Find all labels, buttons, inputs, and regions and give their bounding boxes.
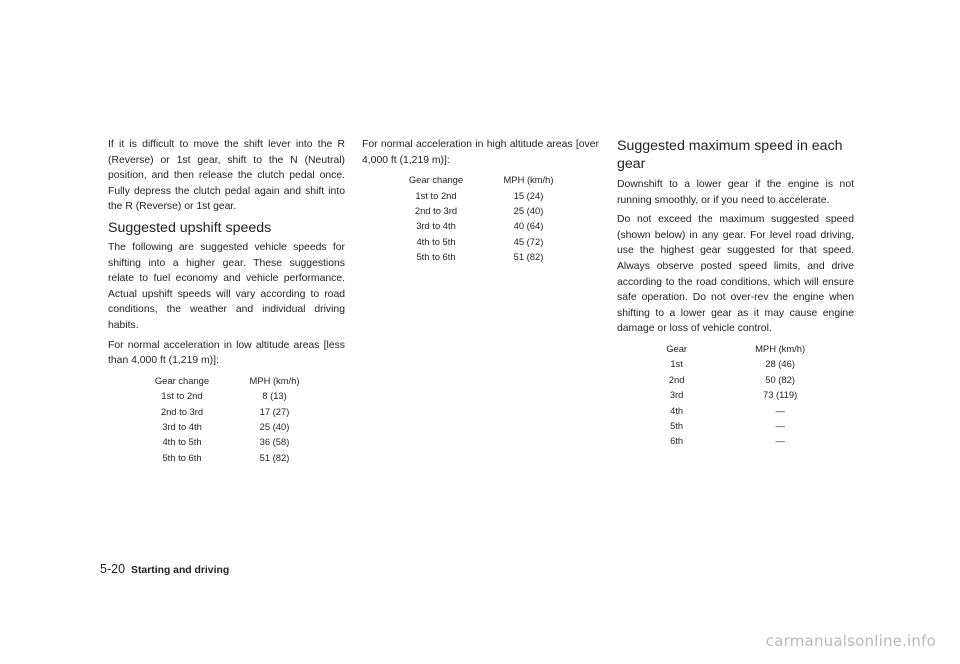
max-speed-paragraph: Do not exceed the maximum suggested speed (shown below) in any gear. For level road driving, use the highest gear suggested for that speed. Always observe posted speed limits, and drive according to the road conditions, which will ensure safe operation. Do not over-rev the engine when shifting to a lower gear as it may cause engine damage or loss of vehicle control. (617, 214, 854, 335)
table-row (386, 234, 571, 249)
speed-cell: 50 (82) (765, 373, 795, 385)
table-header-row (386, 172, 571, 187)
table-row (386, 188, 571, 203)
table-row (132, 419, 317, 434)
gear-change-cell: 2nd to 3rd (414, 205, 458, 216)
table-header-row (647, 341, 854, 356)
gear-change-header: Gear change (408, 174, 464, 186)
table-row (647, 403, 854, 418)
table-row (132, 388, 317, 403)
table-row (132, 404, 317, 419)
speed-cell: 51 (82) (513, 251, 544, 263)
speed-cell: 28 (46) (765, 358, 795, 370)
speed-cell: 25 (40) (513, 205, 544, 216)
upshift-speeds-heading: Suggested upshift speeds (108, 219, 272, 236)
gear-cell: 2nd (668, 373, 685, 385)
speed-cell: 15 (24) (513, 189, 544, 201)
table-row (647, 433, 854, 448)
right-column (617, 137, 854, 449)
page-footer (100, 562, 229, 578)
speed-cell: 17 (27) (259, 405, 290, 417)
gear-change-cell: 5th to 6th (162, 451, 202, 463)
gear-cell: 4th (670, 404, 684, 416)
speed-cell: 51 (82) (259, 451, 290, 463)
middle-column (362, 137, 599, 265)
speed-cell: 25 (40) (259, 420, 290, 432)
low-altitude-intro: For normal acceleration in low altitude areas [less than 4,000 ft (1,219 m)]: (108, 339, 345, 367)
left-column (108, 137, 345, 465)
table-row (386, 249, 571, 264)
table-row (132, 450, 317, 465)
gear-cell: 1st (670, 358, 683, 370)
table-row (386, 203, 571, 218)
table-row (647, 387, 854, 402)
high-altitude-table (386, 172, 571, 264)
speed-cell: — (775, 419, 785, 431)
speed-cell: — (775, 435, 785, 447)
gear-cell: 6th (670, 435, 684, 447)
gear-change-cell: 4th to 5th (416, 235, 456, 247)
low-altitude-table (132, 373, 317, 465)
table-row (647, 418, 854, 433)
table-row (647, 356, 854, 371)
watermark: carmanualsonline.info (765, 632, 936, 650)
upshift-speeds-paragraph: The following are suggested vehicle speeds for shifting into a higher gear. These suggestions relate to fuel economy and vehicle performance. Actual upshift speeds will vary according to road conditions, the weather and individual driving habits. (108, 241, 345, 331)
table-row (386, 218, 571, 233)
gear-cell: 3rd (669, 389, 684, 401)
table-row (132, 434, 317, 449)
max-speed-heading: Suggested maximum speed in each gear (617, 138, 843, 172)
speed-header: MPH (km/h) (503, 174, 554, 186)
gear-change-cell: 4th to 5th (162, 436, 202, 448)
speed-cell: 8 (13) (262, 390, 287, 402)
speed-cell: 36 (58) (259, 436, 290, 448)
gear-header: Gear (666, 342, 688, 354)
speed-cell: 45 (72) (513, 235, 544, 247)
gear-change-cell: 1st to 2nd (161, 390, 203, 402)
shift-difficulty-paragraph: If it is difficult to move the shift lever into the R (Reverse) or 1st gear, shift to the N (Neutral) position, and then release the clutch pedal once. Fully depress the clutch pedal again and shift into the R (Reverse) or 1st gear. (108, 139, 345, 213)
page-number: 5-20 (100, 562, 126, 576)
speed-cell: 40 (64) (513, 220, 544, 232)
speed-cell: — (775, 404, 785, 416)
table-header-row (132, 373, 317, 388)
gear-cell: 5th (670, 419, 684, 431)
gear-change-cell: 2nd to 3rd (160, 405, 204, 417)
speed-header: MPH (km/h) (249, 374, 300, 386)
section-title: Starting and driving (131, 565, 230, 576)
speed-cell: 73 (119) (763, 389, 798, 401)
speed-header: MPH (km/h) (755, 342, 806, 354)
gear-change-cell: 1st to 2nd (415, 189, 457, 201)
max-speed-table (647, 341, 854, 449)
high-altitude-intro: For normal acceleration in high altitude areas [over 4,000 ft (1,219 m)]: (362, 139, 599, 166)
table-row (647, 372, 854, 387)
downshift-paragraph: Downshift to a lower gear if the engine is not running smoothly, or if you need to accelerate. (617, 179, 854, 206)
gear-change-header: Gear change (154, 374, 210, 386)
gear-change-cell: 5th to 6th (416, 251, 456, 263)
gear-change-cell: 3rd to 4th (416, 220, 456, 232)
gear-change-cell: 3rd to 4th (162, 420, 202, 432)
